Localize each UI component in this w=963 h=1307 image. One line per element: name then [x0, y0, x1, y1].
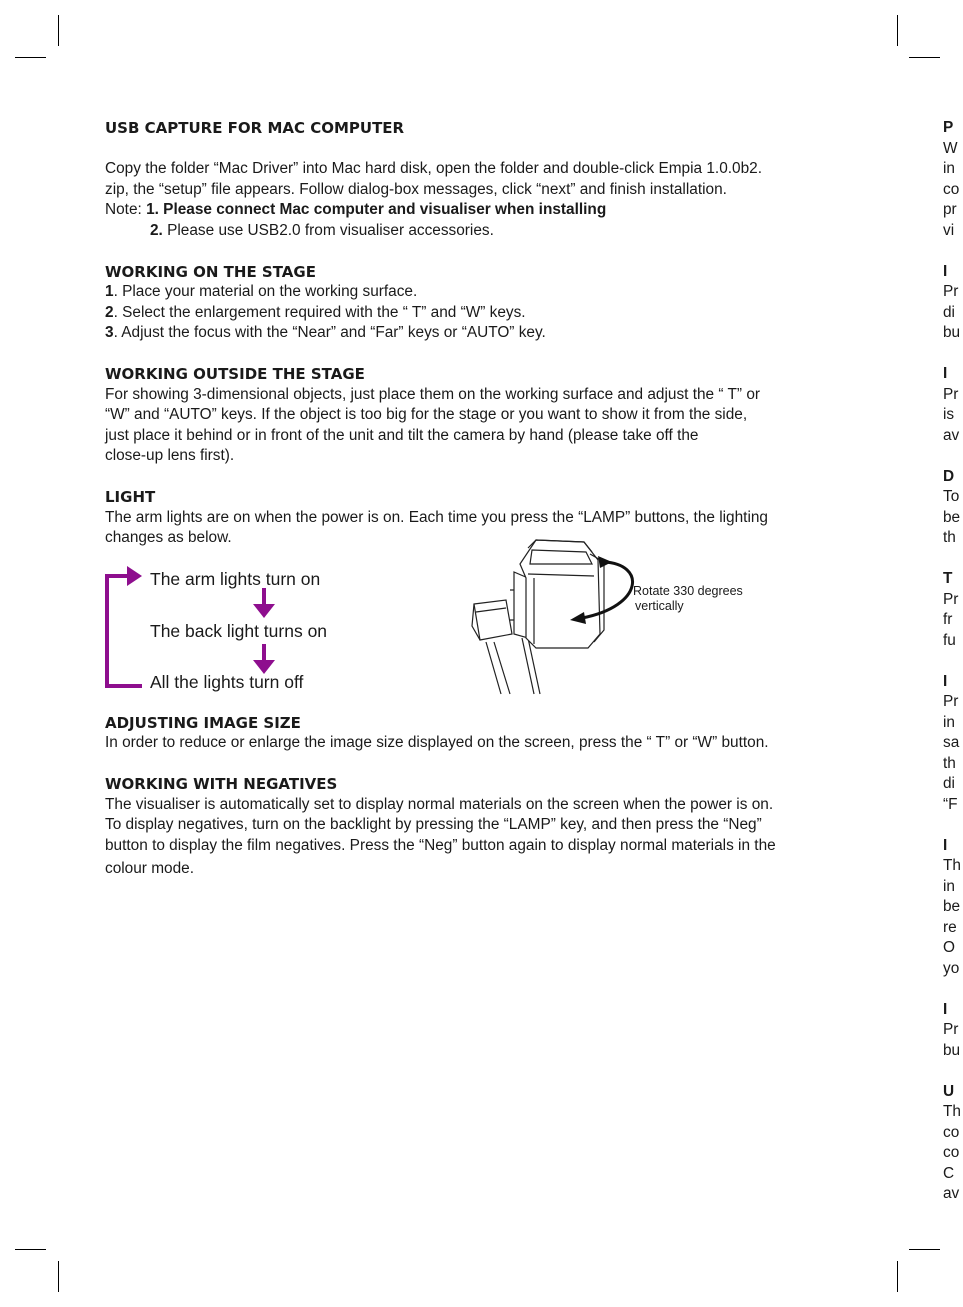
crop-mark [897, 1261, 898, 1292]
step-text: . Select the enlargement required with the “ T” and “W” keys. [113, 303, 526, 321]
right-fragment [943, 241, 963, 262]
negatives-line: button to display the film negatives. Press the “Neg” button again to display normal materials in the [105, 836, 776, 854]
usb-note-2 [105, 221, 865, 242]
right-fragment: Pr [943, 590, 959, 608]
right-fragment: P [943, 119, 954, 136]
rotation-arrow-head-top [598, 556, 612, 568]
camera-head-illustration [466, 534, 766, 699]
rotate-caption [633, 584, 773, 614]
right-fragment: yo [943, 959, 960, 977]
right-fragment: fr [943, 611, 953, 628]
note-2-text: Please use USB2.0 from visualiser accessories. [162, 221, 494, 239]
outside-line: just place it behind or in front of the unit and tilt the camera by hand (please take off the [105, 426, 699, 444]
stage-step-1 [105, 282, 865, 303]
right-fragment: fu [943, 631, 956, 649]
stage-heading: WORKING ON THE STAGE [105, 262, 316, 281]
flow-arrow-shaft [262, 588, 266, 604]
size-line: In order to reduce or enlarge the image size displayed on the screen, press the “ T” or “W” button. [105, 734, 769, 751]
flow-bracket-vertical [105, 574, 109, 688]
flow-step-2: The back light turns on [150, 621, 328, 641]
usb-line-2: zip, the “setup” file appears. Follow dialog-box messages, click “next” and finish installation. [105, 180, 727, 198]
right-fragment: I [943, 365, 948, 382]
note-label: Note: [105, 201, 147, 218]
usb-note [105, 200, 865, 221]
right-fragment: bu [943, 324, 961, 341]
right-fragment: Th [943, 1103, 961, 1120]
right-fragment: co [943, 1123, 960, 1141]
right-fragment: av [943, 1185, 960, 1202]
outside-line: For showing 3-dimensional objects, just place them on the working surface and adjust the “ T” or [105, 385, 761, 403]
step-text: . Adjust the focus with the “Near” and “Far” keys or “AUTO” key. [113, 324, 546, 341]
right-fragment: I [943, 672, 948, 690]
flow-bracket-top [105, 574, 129, 578]
light-heading: LIGHT [105, 488, 156, 506]
crop-mark [15, 1249, 46, 1250]
right-fragment: I [943, 836, 948, 854]
light-cycle-diagram [105, 566, 465, 696]
flow-step-1: The arm lights turn on [150, 569, 321, 589]
step-text: . Place your material on the working surface. [113, 283, 418, 300]
stage-step-2 [105, 303, 865, 324]
right-fragment: bu [943, 1041, 961, 1059]
step-num: 2 [105, 303, 114, 321]
right-fragment: in [943, 713, 955, 731]
crop-mark [909, 1249, 940, 1250]
rotate-line-1: Rotate 330 degrees [633, 584, 743, 598]
crop-mark [897, 15, 898, 46]
right-fragment: Pr [943, 1021, 959, 1038]
outside-heading: WORKING OUTSIDE THE STAGE [105, 365, 365, 383]
right-fragment: is [943, 406, 955, 423]
right-fragment: in [943, 877, 955, 895]
right-fragment: Pr [943, 693, 959, 710]
crop-mark [58, 15, 59, 46]
right-fragment [943, 344, 963, 365]
right-fragment: co [943, 180, 960, 198]
right-fragment: To [943, 488, 960, 505]
flow-bracket-bottom [105, 684, 142, 688]
right-fragment: av [943, 426, 960, 444]
right-fragment: re [943, 918, 957, 936]
step-num: 1 [105, 283, 114, 300]
right-fragment: “F [943, 795, 958, 813]
crop-mark [909, 57, 940, 58]
usb-line-1: Copy the folder “Mac Driver” into Mac hard disk, open the folder and double-click Empia 1.0.0b2. [105, 160, 762, 177]
right-column-fragments [943, 118, 963, 1205]
right-fragment: Pr [943, 385, 959, 403]
right-fragment: di [943, 303, 955, 321]
right-fragment: I [943, 1000, 948, 1018]
right-fragment: Pr [943, 283, 959, 300]
right-fragment: I [943, 262, 948, 280]
rotate-line-2: vertically [635, 599, 684, 613]
right-fragment: th [943, 754, 956, 772]
right-fragment: sa [943, 734, 960, 751]
negatives-line: The visualiser is automatically set to display normal materials on the screen when the power is on. [105, 795, 774, 813]
negatives-line: To display negatives, turn on the backlight by pressing the “LAMP” key, and then press the “Neg” [105, 816, 762, 833]
note-1: 1. Please connect Mac computer and visualiser when installing [146, 201, 607, 218]
right-fragment [943, 446, 963, 467]
main-column [105, 118, 865, 880]
right-fragment: D [943, 467, 955, 485]
step-num: 3 [105, 324, 114, 341]
size-heading: ADJUSTING IMAGE SIZE [105, 713, 301, 732]
right-fragment: in [943, 160, 955, 177]
right-fragment: pr [943, 201, 957, 218]
flow-arrow-shaft [262, 644, 266, 660]
flow-arrow-head-right [127, 566, 142, 586]
outside-line: close-up lens first). [105, 447, 235, 464]
right-fragment: co [943, 1144, 960, 1161]
crop-mark [15, 57, 46, 58]
right-fragment: be [943, 898, 961, 915]
note-2-num: 2. [150, 221, 163, 239]
flow-step-3: All the lights turn off [150, 672, 304, 692]
outside-line: “W” and “AUTO” keys. If the object is too big for the stage or you want to show it from the side, [105, 406, 748, 423]
right-fragment: O [943, 939, 955, 956]
right-fragment: U [943, 1082, 955, 1100]
negatives-heading: WORKING WITH NEGATIVES [105, 775, 338, 793]
right-fragment [943, 651, 963, 672]
stage-step-3 [105, 323, 865, 344]
right-fragment: C [943, 1164, 955, 1182]
arm-front [486, 642, 510, 694]
right-fragment [943, 815, 963, 836]
light-line: The arm lights are on when the power is on. Each time you press the “LAMP” buttons, the lighting [105, 508, 768, 526]
usb-heading: USB CAPTURE FOR MAC COMPUTER [105, 119, 405, 137]
right-fragment: vi [943, 221, 955, 239]
right-fragment: Th [943, 857, 961, 874]
right-fragment: W [943, 139, 958, 157]
right-fragment: th [943, 529, 956, 546]
right-fragment [943, 979, 963, 1000]
negatives-line: colour mode. [105, 860, 194, 877]
crop-mark [58, 1261, 59, 1292]
right-fragment [943, 549, 963, 570]
right-fragment: be [943, 508, 961, 526]
right-fragment: di [943, 775, 955, 792]
flow-arrow-head-down [253, 604, 275, 618]
light-line: changes as below. [105, 529, 232, 546]
right-fragment [943, 1061, 963, 1082]
right-fragment: T [943, 570, 953, 587]
